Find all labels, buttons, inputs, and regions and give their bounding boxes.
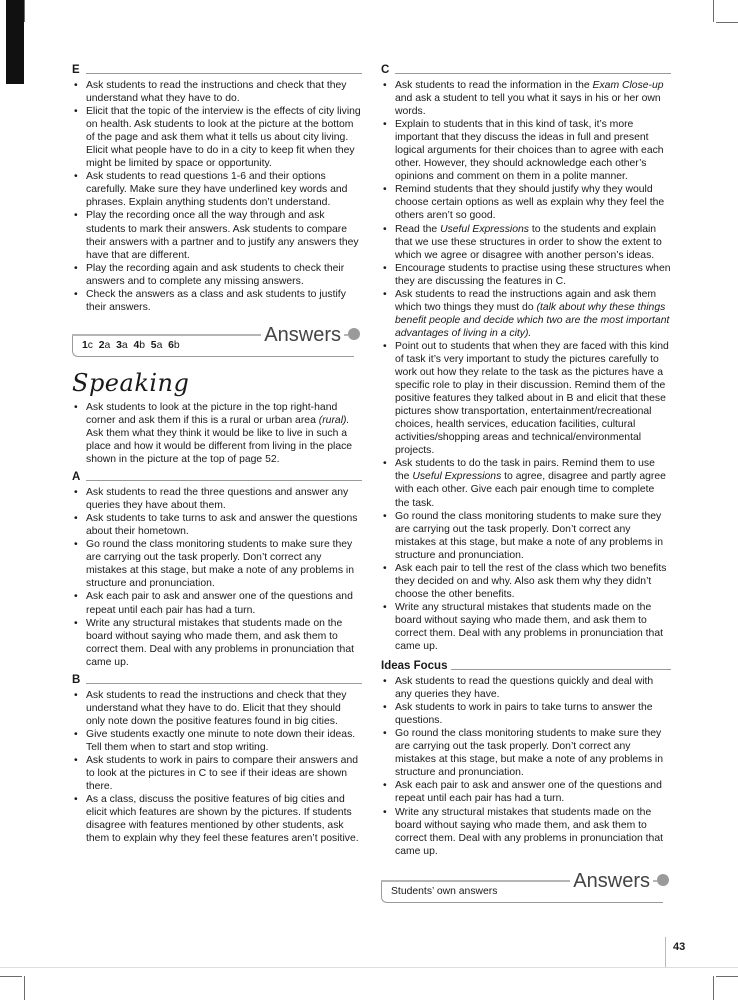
ideas-focus-heading: Ideas Focus <box>381 659 671 673</box>
list-item: • Ask students to read the instructions and check that they understand what they have to do. <box>74 80 347 105</box>
list-item: • Play the recording again and ask students to check their answers and to complete any missing answers. <box>74 262 345 287</box>
list-item: • Explain to students that in this kind of task, it’s more important that they discuss the ideas in full and present logical arguments for their choices than to agree with each other. However, they should acknowledge each other’s opinions and comment on them in a polite manner. <box>383 119 664 183</box>
answers-title: Answers <box>261 325 344 345</box>
list-item: • Give students exactly one minute to note down their ideas. Tell them when to start and stop writing. <box>74 728 356 753</box>
list-item: • Go round the class monitoring students to make sure they are carrying out the task properly. Don’t correct any mistakes at this stage, but make a note of any problems in structure and pronunciation. <box>383 510 663 561</box>
section-b-heading: B <box>72 673 362 687</box>
footer-line <box>0 967 738 968</box>
list-item: • Elicit that the topic of the interview is the effects of city living on health. Ask students to look at the picture at the bottom of the page and ask them what it tells us about city living. Elicit what people have to do in a city to keep fit when they might be limited by space or opportunity. <box>74 106 361 170</box>
crop-mark <box>716 976 738 977</box>
list-item: • Check the answers as a class and ask students to justify their answers. <box>74 288 346 313</box>
list-item: • Ask students to take turns to ask and answer the questions about their hometown. <box>74 513 358 538</box>
list-item: • Ask each pair to ask and answer one of the questions and repeat until each pair has had a turn. <box>74 591 353 616</box>
section-a-heading: A <box>72 470 362 484</box>
section-e-list <box>72 79 362 314</box>
list-item: • As a class, discuss the positive features of big cities and elicit which features are shown by the pictures. If students disagree with features mentioned by other students, ask them to explain why they feel these features aren’t positive. <box>74 794 359 845</box>
crop-mark <box>713 976 714 1000</box>
list-item: • Ask students to read the instructions and check that they understand what they have to do. Elicit that they should only note down the positive features found in big cities. <box>74 689 347 727</box>
list-item: • Ask students to do the task in pairs. Remind them to use the Useful Expressions to agree, disagree and partly agree with each other. Give each pair enough time to complete the task. <box>383 458 666 509</box>
section-b-list <box>72 689 362 846</box>
list-item: • Ask students to read questions 1-6 and their options carefully. Make sure they have underlined key words and phrases. Explain anything students don’t understand. <box>74 171 348 209</box>
ideas-focus-list <box>381 675 671 858</box>
list-item: • Ask students to read the information in the Exam Close-up and ask a student to tell you what it says in his or her own words. <box>383 80 664 118</box>
section-c-list <box>381 79 671 653</box>
answers-box-1 <box>72 323 362 359</box>
answers-knob-icon <box>657 874 669 886</box>
list-item: • Play the recording once all the way through and ask students to mark their answers. Ask students to compare their answers with a partner and to justify any answers they have that are different. <box>74 210 359 261</box>
list-item: • Point out to students that when they are faced with this kind of task it’s very important to study the pictures carefully to work out how they relate to the task as the pictures have a specific role to play in their discussion. Remind them of the positive features they talked about in B and elicit that these pictures show transportation, entertainment/recreational choices, health services, education facilities, cultural activities/shopping areas and technical/environmental projects. <box>383 340 669 457</box>
right-column <box>381 63 671 913</box>
list-item: • Remind students that they should justify why they would choose certain options as well as explain why they feel the others aren’t so good. <box>383 184 665 222</box>
page-number: 43 <box>673 941 686 953</box>
crop-mark <box>716 22 738 23</box>
crop-mark <box>0 976 22 977</box>
list-item: • Write any structural mistakes that students made on the board without saying who made them, and ask them to correct them. Deal with any problems in pronunciation that came up. <box>74 617 354 668</box>
left-column <box>72 63 362 849</box>
answers-key: 1c 2a 3a 4b 5a 6b <box>82 339 180 351</box>
section-c-heading: C <box>381 63 671 77</box>
answers-box-2 <box>381 869 671 905</box>
list-item: • Ask students to look at the picture in the top right-hand corner and ask them if this is a rural or urban area (rural). Ask them what they think it would be like to live in such a place and how it would be different from living in the place shown in the picture at the top of page 52. <box>74 401 353 466</box>
answers-knob-icon <box>348 328 360 340</box>
list-item: • Ask each pair to ask and answer one of the questions and repeat until each pair has had a turn. <box>383 780 662 805</box>
list-item: • Go round the class monitoring students to make sure they are carrying out the task properly. Don’t correct any mistakes at this stage, but make a note of any problems in structure and pronunciation. <box>74 539 354 590</box>
list-item: • Ask students to work in pairs to take turns to answer the questions. <box>383 702 653 727</box>
list-item: • Go round the class monitoring students to make sure they are carrying out the task properly. Don’t correct any mistakes at this stage, but make a note of any problems in structure and pronunciation. <box>383 728 663 779</box>
list-item: • Ask each pair to tell the rest of the class which two benefits they decided on and why. Also ask them why they didn’t choose the other benefits. <box>383 562 667 600</box>
list-item: • Write any structural mistakes that students made on the board without saying who made them, and ask them to correct them. Deal with any problems in pronunciation that came up. <box>383 601 663 653</box>
speaking-intro-list <box>72 401 362 466</box>
list-item: • Ask students to read the three questions and answer any queries they have about them. <box>74 487 349 512</box>
list-item: • Ask students to read the instructions again and ask them which two things they must do (talk about why these things benefit people and decide which two are the most important advantages of living in a city). <box>383 288 670 339</box>
footer-divider <box>665 937 666 967</box>
crop-mark <box>24 0 25 22</box>
list-item: • Ask students to read the questions quickly and deal with any queries they have. <box>383 676 654 701</box>
section-e-heading: E <box>72 63 362 77</box>
crop-mark <box>24 976 25 1000</box>
section-a-list <box>72 486 362 669</box>
page-edge-tab <box>6 0 24 84</box>
list-item: • Write any structural mistakes that students made on the board without saying who made them, and ask them to correct them. Deal with any problems in pronunciation that came up. <box>383 806 663 857</box>
list-item: • Ask students to work in pairs to compare their answers and to look at the pictures in C to see if their ideas are shown there. <box>74 754 359 793</box>
crop-mark <box>713 0 714 22</box>
list-item: • Read the Useful Expressions to the students and explain that we use these structures in order to show the extent to which we agree or disagree with another person’s ideas. <box>383 223 662 261</box>
speaking-title: Speaking <box>72 368 190 397</box>
list-item: • Encourage students to practise using these structures when they are discussing the features in C. <box>383 262 671 287</box>
answers-title: Answers <box>570 871 653 891</box>
answers-text: Students’ own answers <box>391 885 498 897</box>
